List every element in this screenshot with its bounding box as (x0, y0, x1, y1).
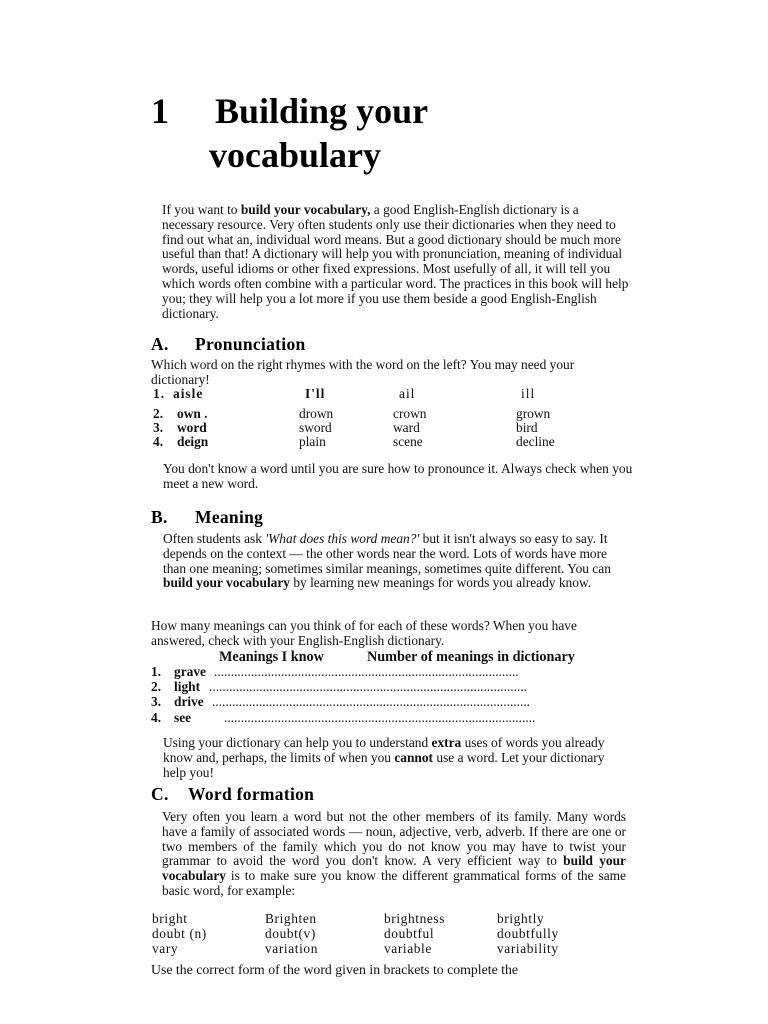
para-post: by learning new meanings for words you already know. (290, 575, 592, 591)
meanings-column-header-1: Meanings I know (219, 649, 324, 665)
para-pre: Very often you learn a word but not the other members of its family. Many words have a family of associated words — noun, adjective, verb, adverb. If there are one or two members of the family which you do not know you may have to twist your grammar to avoid the word you don't know. A very efficient way to (162, 809, 626, 869)
intro-pre: If you want to (162, 202, 241, 217)
row-option-2: crown (393, 406, 427, 421)
section-b-note (163, 736, 623, 780)
word-family-cell: doubtful (384, 926, 435, 941)
word-family-cell: doubt (n) (152, 926, 207, 941)
row-option-1: I'll (305, 386, 326, 401)
para-post: is to make sure you know the different grammatical forms of the same basic word, for example: (162, 868, 626, 898)
row-option-3: decline (516, 434, 555, 449)
section-b-question: How many meanings can you think of for each of these words? When you have answered, check with your English-English dictionary. (151, 618, 577, 648)
meanings-column-header-2: Number of meanings in dictionary (367, 649, 575, 665)
word-family-table (152, 912, 622, 958)
section-b-letter: B. (151, 507, 168, 527)
row-word: see (174, 710, 192, 725)
para-bold: build your vocabulary (163, 575, 290, 591)
section-a-heading (151, 334, 306, 355)
answer-line[interactable]: ............................................................................................... (209, 680, 528, 694)
section-a-instructions: Which word on the right rhymes with the word on the left? You may need your dictionary! (151, 357, 575, 387)
row-option-1: sword (299, 420, 332, 435)
row-option-3: ill (521, 386, 536, 401)
row-option-2: ail (399, 386, 416, 401)
row-option-1: plain (299, 434, 326, 449)
answer-line[interactable]: ........................................................................................... (214, 665, 519, 679)
note-post: use a word. Let your dictionary help you! (163, 749, 605, 780)
answer-line[interactable]: ............................................................................................. (224, 711, 536, 725)
word-family-cell: variation (265, 941, 318, 956)
intro-paragraph (162, 203, 630, 321)
intro-bold: build your vocabulary, (240, 202, 371, 217)
section-c-heading (151, 784, 314, 805)
row-number: 3. (153, 420, 164, 435)
para-mid: but it isn't always so easy to say. It depends on the context — the other words near the word. Lots of words have more than one meaning; sometimes similar meanings, sometimes quite different. You can (163, 531, 611, 576)
word-family-cell: vary (152, 941, 179, 956)
section-a-note: You don't know a word until you are sure how to pronounce it. Always check when you meet a new word. (163, 461, 633, 491)
word-family-cell: doubtfully (497, 926, 559, 941)
chapter-title-line1: Building your (215, 91, 429, 131)
note-bold-extra: extra (431, 735, 462, 750)
section-a-title: Pronunciation (195, 334, 306, 354)
row-word: light (174, 679, 201, 694)
section-b-title: Meaning (195, 507, 264, 527)
para-italic: 'What does this word mean?' (265, 531, 420, 546)
word-family-cell: doubt(v) (265, 926, 316, 941)
note-mid: uses of words you already know and, perhaps, the limits of when you (163, 735, 605, 765)
note-bold-cannot: cannot (394, 749, 434, 765)
section-a-letter: A. (151, 334, 169, 354)
row-option-1: drown (299, 406, 334, 421)
chapter-number: 1 (151, 91, 169, 131)
row-number: 2. (153, 406, 164, 421)
row-option-3: bird (516, 420, 538, 435)
section-b-heading (151, 507, 263, 528)
word-family-cell: brightness (384, 911, 446, 926)
word-family-cell: variability (497, 941, 559, 956)
para-bold: build your vocabulary (162, 853, 626, 884)
row-number: 3. (151, 694, 162, 709)
row-word: own . (177, 406, 208, 421)
section-b-paragraph (163, 532, 631, 591)
chapter-title-line2: vocabulary (209, 135, 382, 175)
row-word: word (177, 420, 207, 435)
note-pre: Using your dictionary can help you to understand (163, 735, 432, 750)
word-family-cell: variable (384, 941, 432, 956)
section-c-title: Word formation (188, 784, 315, 804)
row-word: deign (177, 434, 209, 449)
row-word: grave (174, 664, 206, 679)
row-word: drive (174, 694, 204, 709)
row-number: 1. (153, 386, 166, 401)
row-number: 1. (151, 664, 162, 679)
intro-post: a good English-English dictionary is a necessary resource. Very often students only use their dictionaries when they need to find out what an, individual word means. But a good dictionary should be much more useful than that! A dictionary will help you with pronunciation, meaning of individual words, useful idioms or other fixed expressions. Most usefully of all, it will tell you which words often combine with a particular word. The practices in this book will help you; they will help you a lot more if you use them beside a good English-English dictionary. (162, 202, 629, 321)
answer-line[interactable]: ............................................................................................... (212, 695, 531, 709)
section-c-letter: C. (151, 784, 169, 804)
word-family-cell: Brighten (265, 911, 317, 926)
para-pre: Often students ask (163, 531, 266, 546)
row-option-2: ward (393, 420, 420, 435)
row-option-3: grown (516, 406, 551, 421)
word-family-cell: bright (152, 911, 188, 926)
row-option-2: scene (393, 434, 423, 449)
section-c-final-line: Use the correct form of the word given in brackets to complete the (151, 962, 519, 977)
word-family-cell: brightly (497, 911, 545, 926)
row-number: 4. (153, 434, 164, 449)
row-number: 4. (151, 710, 162, 725)
section-c-paragraph (162, 810, 626, 899)
row-number: 2. (151, 679, 162, 694)
row-word: aisle (173, 386, 204, 401)
